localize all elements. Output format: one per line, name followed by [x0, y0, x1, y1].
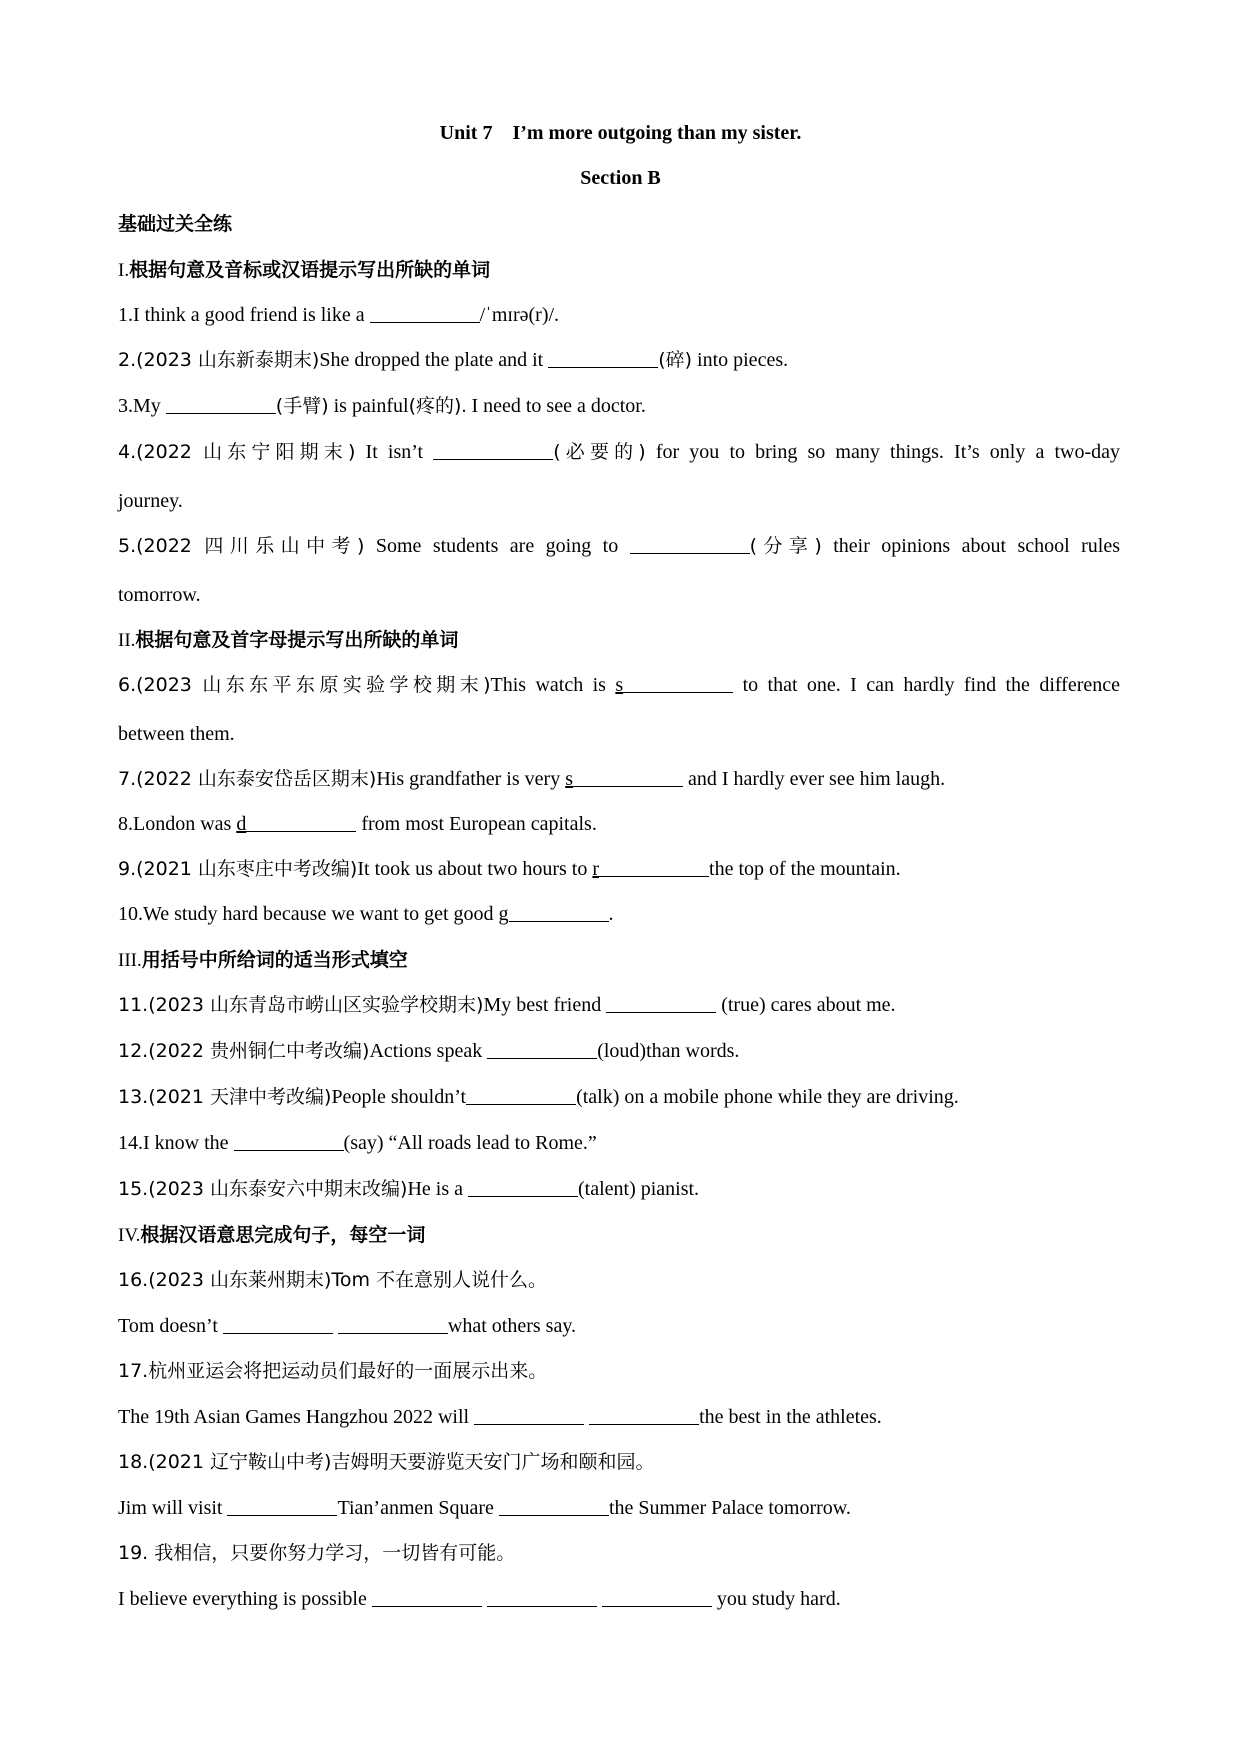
- question-17-answer: [118, 1404, 1120, 1430]
- question-5-cont: tomorrow.: [118, 584, 201, 606]
- q2-source: 2.(2023 山东新泰期末): [118, 349, 320, 371]
- q13-text-a: People shouldn’t: [331, 1086, 467, 1108]
- q12-blank[interactable]: [487, 1038, 597, 1059]
- q4-blank[interactable]: [433, 439, 553, 460]
- q19-blank-3[interactable]: [602, 1586, 712, 1607]
- q7-text-a: His grandfather is very: [376, 768, 566, 790]
- q5-text-b: their opinions about school rules: [833, 535, 1121, 557]
- q4-source: 4.(2022 山东宁阳期末): [118, 441, 356, 463]
- q3-blank[interactable]: [166, 393, 276, 414]
- q15-text-a: He is a: [407, 1178, 468, 1200]
- q17-blank-1[interactable]: [474, 1404, 584, 1425]
- q16-text-b: what others say.: [447, 1315, 577, 1337]
- q6-text-b: to that one. I can hardly find the difference: [742, 674, 1121, 696]
- q6-blank[interactable]: [623, 672, 733, 693]
- q14-text-b: (say) “All roads lead to Rome.”: [343, 1132, 597, 1154]
- q7-letter: s: [565, 768, 573, 790]
- question-18: [118, 1449, 1120, 1475]
- q15-source: 15.(2023 山东泰安六中期末改编): [118, 1178, 408, 1200]
- q1-text-a: 1.I think a good friend is like a: [118, 304, 370, 326]
- q16-chinese: Tom 不在意别人说什么。: [331, 1269, 547, 1291]
- q2-text-a: She dropped the plate and it: [319, 349, 549, 371]
- question-4-cont: journey.: [118, 490, 183, 512]
- part4-heading-text: 根据汉语意思完成句子，每空一词: [140, 1224, 426, 1246]
- q15-blank[interactable]: [468, 1176, 578, 1197]
- q19-blank-1[interactable]: [372, 1586, 482, 1607]
- q15-text-b: (talent) pianist.: [577, 1178, 700, 1200]
- question-19-answer: [118, 1586, 1120, 1612]
- q18-blank-2[interactable]: [499, 1495, 609, 1516]
- q18-text-a: Jim will visit: [118, 1497, 228, 1519]
- q18-text-c: the Summer Palace tomorrow.: [608, 1497, 851, 1519]
- part4-numeral: IV.: [118, 1225, 141, 1246]
- q1-blank[interactable]: [370, 302, 480, 323]
- q13-text-b: (talk) on a mobile phone while they are driving.: [576, 1086, 959, 1108]
- part2-heading: [118, 627, 1120, 654]
- q16-source: 16.(2023 山东莱州期末): [118, 1269, 332, 1291]
- question-18-answer: [118, 1495, 1120, 1521]
- q9-source: 9.(2021 山东枣庄中考改编): [118, 858, 358, 880]
- q4-hint: (必要的): [553, 441, 646, 463]
- question-8: [118, 811, 1120, 837]
- part1-heading: [118, 257, 1120, 284]
- q2-text-b: into pieces.: [692, 349, 789, 371]
- q11-blank[interactable]: [606, 992, 716, 1013]
- q11-text-a: My best friend: [483, 994, 607, 1016]
- q4-text-a: It isn’t: [365, 441, 434, 463]
- question-12: [118, 1038, 1120, 1064]
- q10-blank[interactable]: [509, 901, 609, 922]
- unit-title: Unit 7 I’m more outgoing than my sister.: [439, 122, 802, 144]
- question-9: [118, 856, 1120, 882]
- question-16: [118, 1267, 1120, 1293]
- q5-source: 5.(2022 四川乐山中考): [118, 535, 365, 557]
- part3-heading-text: 用括号中所给词的适当形式填空: [141, 949, 408, 971]
- question-3: [118, 393, 1120, 419]
- q3-hint: (手臂): [275, 395, 329, 417]
- question-10: [118, 901, 1120, 927]
- q8-letter: d: [236, 813, 247, 835]
- q13-blank[interactable]: [466, 1084, 576, 1105]
- part3-heading: [118, 947, 1120, 974]
- question-2: [118, 347, 1120, 373]
- question-17: 17.杭州亚运会将把运动员们最好的一面展示出来。: [118, 1360, 548, 1382]
- q14-text-a: 14.I know the: [118, 1132, 234, 1154]
- question-13: [118, 1084, 1120, 1110]
- part1-numeral: I.: [118, 260, 130, 281]
- part2-numeral: II.: [118, 630, 136, 651]
- question-5: [118, 533, 1120, 559]
- q16-text-a: Tom doesn’t: [118, 1315, 223, 1337]
- main-heading: 基础过关全练: [118, 213, 233, 235]
- q6-letter: s: [615, 674, 624, 696]
- question-19: 19. 我相信，只要你努力学习，一切皆有可能。: [118, 1542, 516, 1564]
- q18-source: 18.(2021 辽宁鞍山中考): [118, 1451, 332, 1473]
- q12-text-a: Actions speak: [369, 1040, 488, 1062]
- q9-text-a: It took us about two hours to: [357, 858, 593, 880]
- q12-source: 12.(2022 贵州铜仁中考改编): [118, 1040, 370, 1062]
- q17-text-b: the best in the athletes.: [699, 1406, 882, 1428]
- q3-text-c: . I need to see a doctor.: [461, 395, 646, 417]
- q7-source: 7.(2022 山东泰安岱岳区期末): [118, 768, 377, 790]
- question-6: [118, 672, 1120, 698]
- question-7: [118, 766, 1120, 792]
- q10-text-b: .: [608, 903, 614, 925]
- q9-text-b: the top of the mountain.: [709, 858, 901, 880]
- q5-text-a: Some students are going to: [375, 535, 630, 557]
- q12-text-b: (loud)than words.: [597, 1040, 740, 1062]
- q8-text-b: from most European capitals.: [356, 813, 597, 835]
- q18-blank-1[interactable]: [227, 1495, 337, 1516]
- q4-text-b: for you to bring so many things. It’s only a two-day: [655, 441, 1121, 463]
- q18-text-b: Tian’anmen Square: [337, 1497, 499, 1519]
- question-6-cont: between them.: [118, 723, 235, 745]
- q7-blank[interactable]: [573, 766, 683, 787]
- question-16-answer: [118, 1313, 1120, 1339]
- question-1: [118, 302, 1120, 328]
- q3-text-a: 3.My: [118, 395, 166, 417]
- q18-chinese: 吉姆明天要游览天安门广场和颐和园。: [331, 1451, 655, 1473]
- question-14: [118, 1130, 1120, 1156]
- q8-blank[interactable]: [246, 811, 356, 832]
- part3-numeral: III.: [118, 950, 142, 971]
- question-11: [118, 992, 1120, 1018]
- q19-blank-2[interactable]: [487, 1586, 597, 1607]
- q6-text-a: This watch is: [490, 674, 616, 696]
- q2-blank[interactable]: [548, 347, 658, 368]
- q11-source: 11.(2023 山东青岛市崂山区实验学校期末): [118, 994, 484, 1016]
- part2-heading-text: 根据句意及首字母提示写出所缺的单词: [135, 629, 459, 651]
- q3-text-b: is painful: [328, 395, 409, 417]
- q13-source: 13.(2021 天津中考改编): [118, 1086, 332, 1108]
- q19-text-a: I believe everything is possible: [118, 1588, 372, 1610]
- q10-text-a: 10.We study hard because we want to get good: [118, 903, 499, 925]
- q10-letter: g: [498, 903, 509, 925]
- q6-source: 6.(2023 山东东平东原实验学校期末): [118, 674, 491, 696]
- q9-blank[interactable]: [599, 856, 709, 877]
- q5-blank[interactable]: [630, 533, 750, 554]
- q16-blank-1[interactable]: [223, 1313, 333, 1334]
- question-15: [118, 1176, 1120, 1202]
- q14-blank[interactable]: [234, 1130, 344, 1151]
- part1-heading-text: 根据句意及音标或汉语提示写出所缺的单词: [129, 259, 491, 281]
- q9-letter: r: [592, 858, 600, 880]
- q16-blank-2[interactable]: [338, 1313, 448, 1334]
- q19-text-b: you study hard.: [711, 1588, 841, 1610]
- q8-text-a: 8.London was: [118, 813, 237, 835]
- q11-text-b: (true) cares about me.: [716, 994, 896, 1016]
- q5-hint: (分享): [749, 535, 822, 557]
- q2-hint: (碎): [658, 349, 693, 371]
- section-title: Section B: [580, 167, 661, 189]
- question-4: [118, 439, 1120, 465]
- q3-hint-2: (疼的): [408, 395, 462, 417]
- part4-heading: [118, 1222, 1120, 1249]
- q17-blank-2[interactable]: [589, 1404, 699, 1425]
- q7-text-b: and I hardly ever see him laugh.: [682, 768, 946, 790]
- q17-text-a: The 19th Asian Games Hangzhou 2022 will: [118, 1406, 475, 1428]
- q1-phonetic: /ˈmɪrə(r)/.: [479, 304, 560, 326]
